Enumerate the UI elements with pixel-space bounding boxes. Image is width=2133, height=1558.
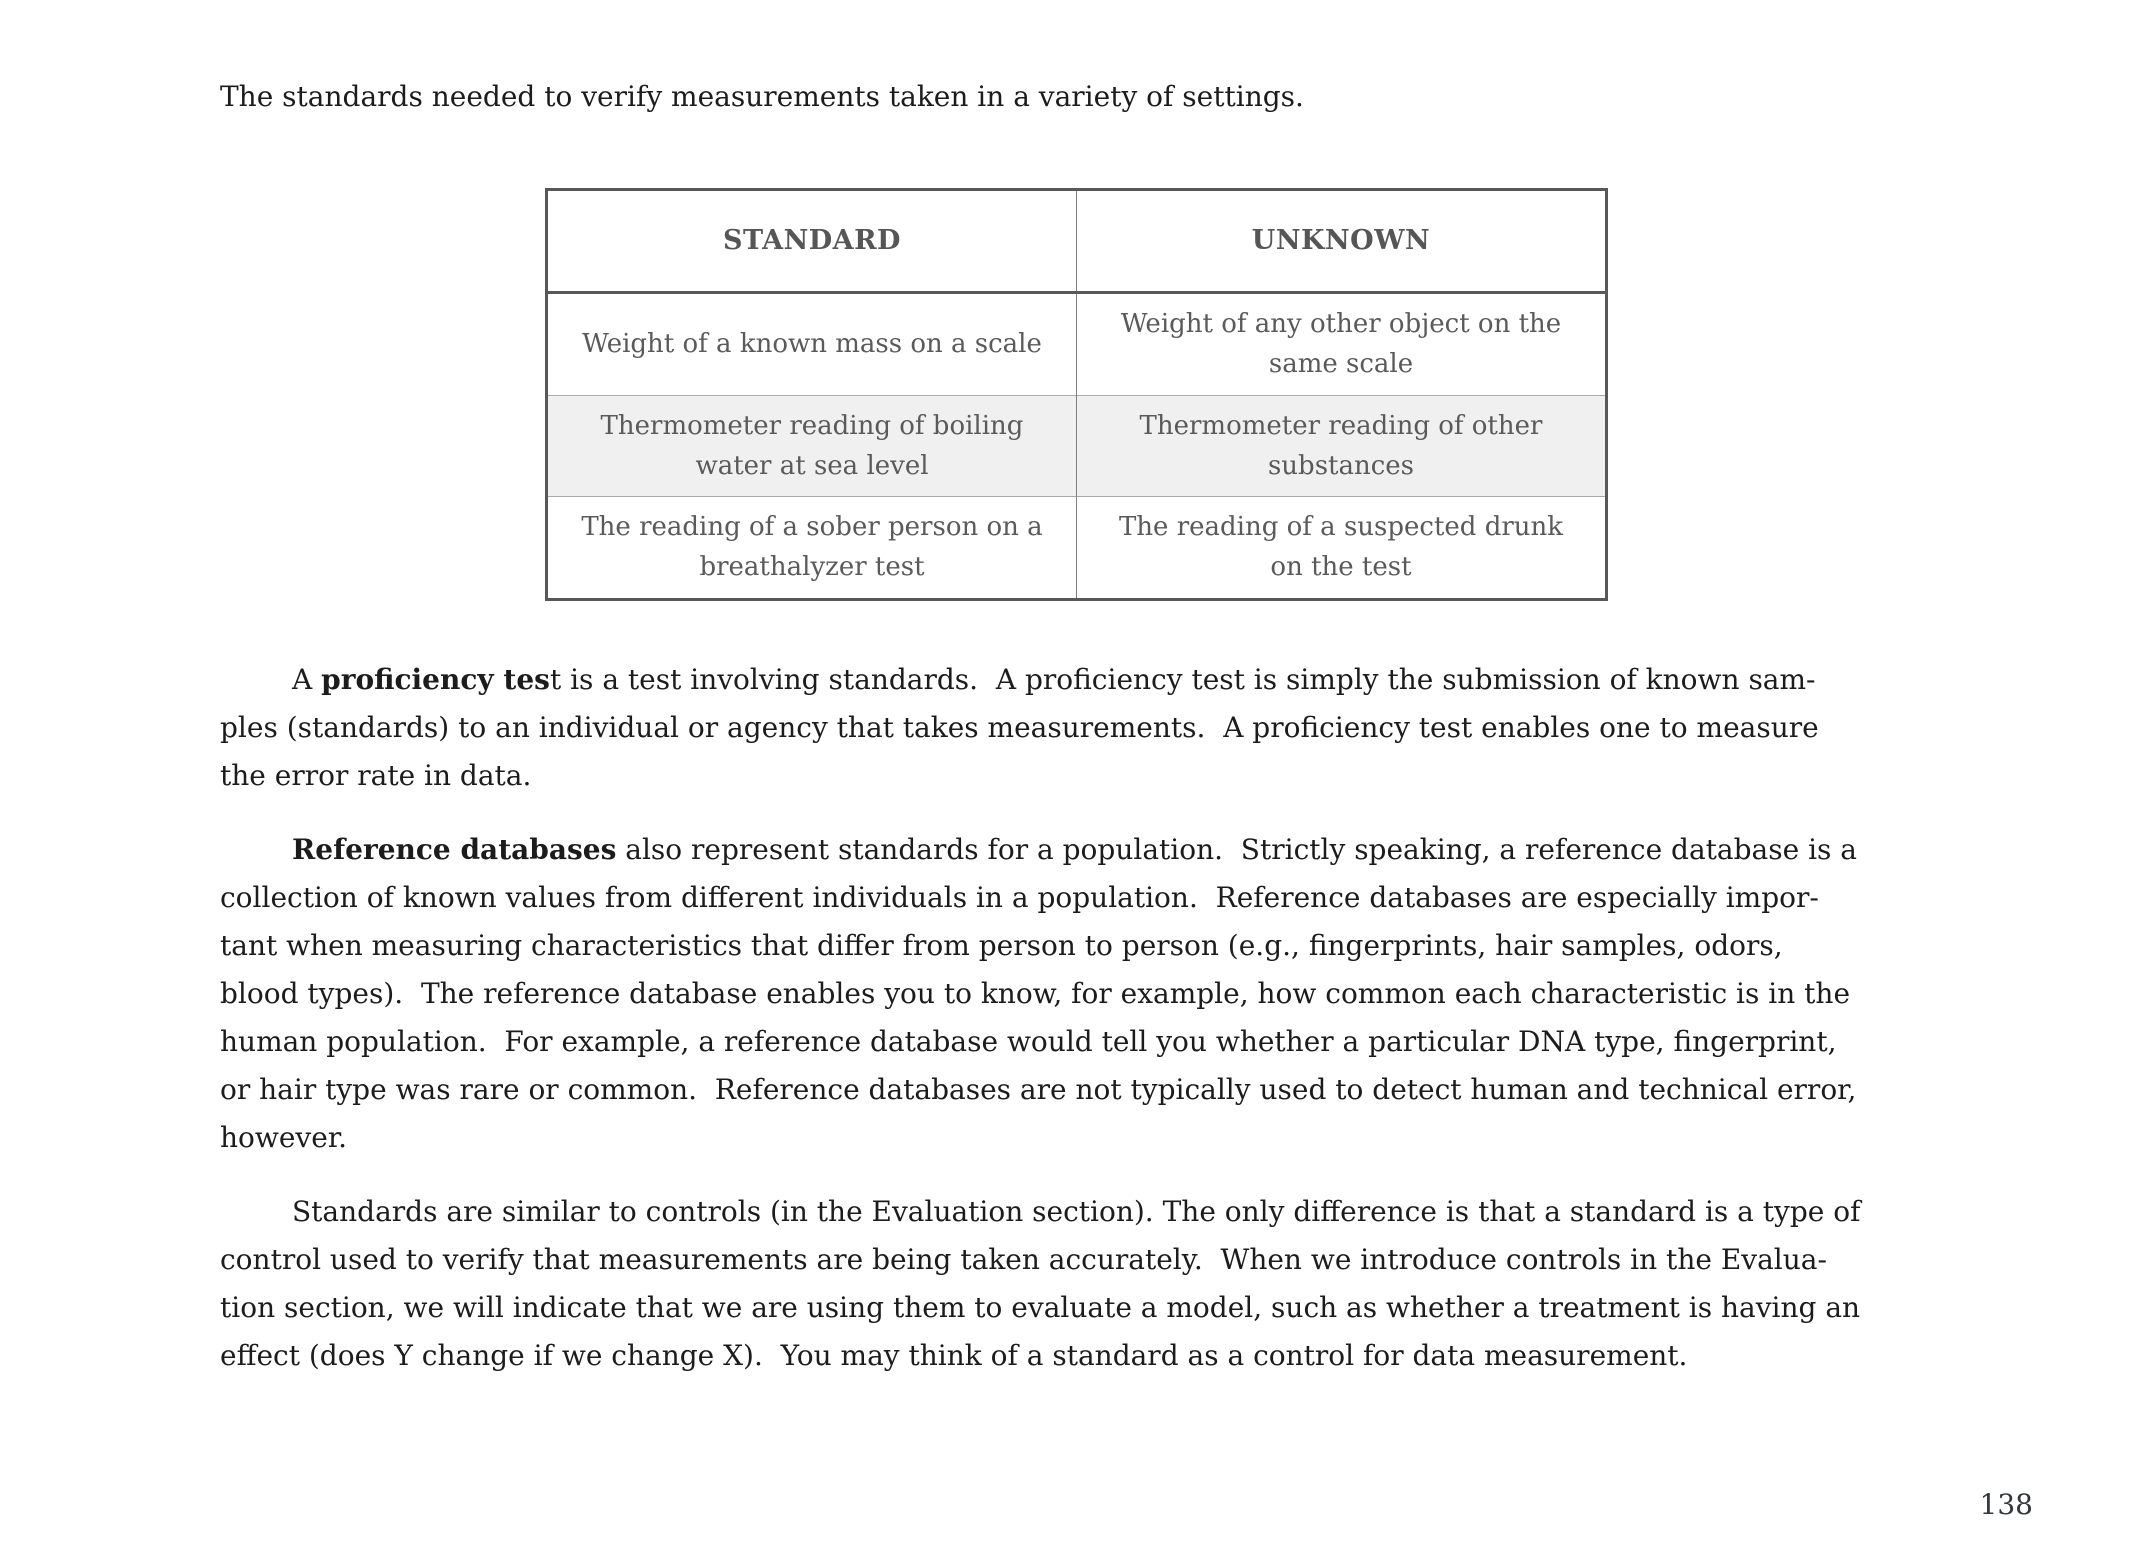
table-row [547,293,1607,396]
text-run: human population. For example, a reference database would tell you whether a particular DNA type, fingerprint, [220,1025,1837,1058]
paragraph [220,656,1926,800]
text-run: or hair type was rare or common. Reference databases are not typically used to detect human and technical error, [220,1073,1857,1106]
text-run: control used to verify that measurements are being taken accurately. When we introduce controls in the Evalua- [220,1243,1827,1276]
text-run: collection of known values from different individuals in a population. Reference databases are especially impor- [220,881,1819,914]
text-run: effect (does Y change if we change X). You may think of a standard as a control for data measurement. [220,1339,1688,1372]
text-run: however. [220,1121,348,1154]
text-line [220,1284,1926,1332]
bold-text-run: Reference databases [292,833,617,866]
table-caption: The standards needed to verify measurements taken in a variety of settings. [220,80,1304,113]
table-row [547,395,1607,497]
text-line [220,970,1926,1018]
text-line [220,826,1926,874]
table-cell-standard: Thermometer reading of boiling water at sea level [547,395,1077,497]
paragraph [220,826,1926,1162]
table-cell-unknown: Weight of any other object on the same scale [1077,293,1607,396]
text-run: tant when measuring characteristics that differ from person to person (e.g., fingerprints, hair samples, odors, [220,929,1783,962]
text-line [220,874,1926,922]
text-line [220,704,1926,752]
column-header-standard: STANDARD [547,190,1077,293]
text-line [220,752,1926,800]
table-row [547,497,1607,600]
column-header-unknown: UNKNOWN [1077,190,1607,293]
table-header-row [547,190,1607,293]
page-number: 138 [1979,1488,2033,1521]
text-run: the error rate in data. [220,759,532,792]
text-line [220,1114,1926,1162]
table-cell-standard: Weight of a known mass on a scale [582,329,1042,360]
table-cell-unknown: Thermometer reading of other substances [1077,395,1607,497]
text-run: also represent standards for a population. Strictly speaking, a reference database is a [616,833,1857,866]
text-run: Standards are similar to controls (in the Evaluation section). The only difference is that a standard is a type of [292,1195,1861,1228]
paragraph [220,1188,1926,1380]
table-cell-unknown: The reading of a suspected drunk on the test [1077,497,1607,600]
bold-text-run: proficiency tes [321,663,550,696]
text-run: t is a test involving standards. A proficiency test is simply the submission of known sam- [549,663,1816,696]
text-line [220,656,1926,704]
table-cell-standard: The reading of a sober person on a breathalyzer test [547,497,1077,600]
text-line [220,1236,1926,1284]
text-run: blood types). The reference database enables you to know, for example, how common each characteristic is in the [220,977,1851,1010]
text-run: A [292,663,322,696]
standards-unknown-table [545,188,1608,601]
text-line [220,1066,1926,1114]
text-run: ples (standards) to an individual or agency that takes measurements. A proficiency test enables one to measure [220,711,1819,744]
body-text [220,656,1926,1406]
text-line [220,922,1926,970]
text-line [220,1332,1926,1380]
text-run: tion section, we will indicate that we are using them to evaluate a model, such as whether a treatment is having an [220,1291,1861,1324]
text-line [220,1018,1926,1066]
text-line [220,1188,1926,1236]
